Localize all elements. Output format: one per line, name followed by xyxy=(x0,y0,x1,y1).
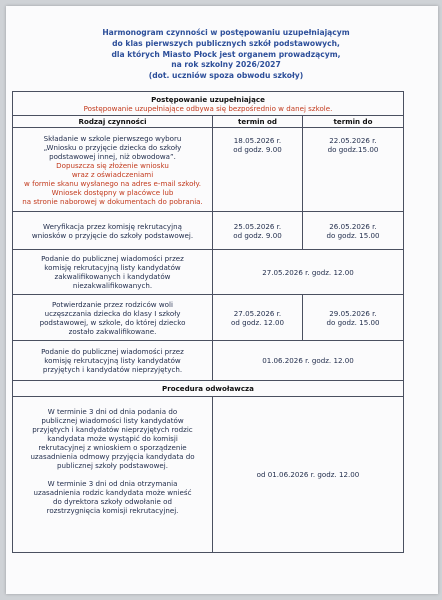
section-header-row xyxy=(13,92,404,116)
heading-line: na rok szkolny 2026/2027 xyxy=(171,60,281,70)
appeal-line: publicznej szkoły podstawowej. xyxy=(57,461,168,470)
to-cell xyxy=(303,128,404,212)
activity-line: zakwalifikowanych i kandydatów xyxy=(54,272,171,281)
appeal-line: W terminie 3 dni od dnia otrzymania xyxy=(47,479,178,488)
to-cell xyxy=(303,295,404,341)
appeal-line: uzasadnienia odmowy przyjęcia kandydata do xyxy=(30,452,195,461)
to-date: 22.05.2026 r. xyxy=(329,136,377,145)
activity-cell xyxy=(13,128,213,212)
activity-line: Podanie do publicznej wiadomości przez xyxy=(41,254,184,263)
from-time: od godz. 12.00 xyxy=(231,317,284,327)
from-time: od godz. 9.00 xyxy=(233,145,282,154)
activity-line: przyjętych i kandydatów nieprzyjętych. xyxy=(42,365,183,374)
activity-line: Weryfikacja przez komisję rekrutacyjną xyxy=(43,221,182,231)
activity-line: niezakwalifikowanych. xyxy=(72,281,153,290)
schedule-table xyxy=(12,91,404,553)
column-header-row xyxy=(13,116,404,128)
appeal-date-cell: od 01.06.2026 r. godz. 12.00 xyxy=(213,397,404,553)
table-row xyxy=(13,295,404,341)
from-date: 25.05.2026 r. xyxy=(233,221,282,231)
activity-cell xyxy=(13,341,213,381)
activity-note-line: Wniosek dostępny w placówce lub xyxy=(51,187,174,197)
appeal-line: przyjętych i kandydatów nieprzyjętych rodzic xyxy=(32,425,193,434)
appeal-line: rekrutacyjnej z wnioskiem o sporządzenie xyxy=(38,443,187,452)
table-row xyxy=(13,212,404,250)
activity-cell xyxy=(13,250,213,295)
appeal-line: kandydata może wystąpić do komisji xyxy=(47,434,178,443)
appeal-line: publicznej wiadomości listy kandydatów xyxy=(41,416,184,425)
section-title: Postępowanie uzupełniające xyxy=(151,94,265,104)
to-cell xyxy=(303,212,404,250)
date-cell: 01.06.2026 r. godz. 12.00 xyxy=(213,341,404,381)
from-date: 27.05.2026 r. xyxy=(233,308,282,318)
heading-line: do klas pierwszych publicznych szkół podstawowych, xyxy=(112,38,340,48)
to-time: do godz.15.00 xyxy=(327,145,379,154)
activity-line: komisję rekrutacyjną listy kandydatów xyxy=(44,263,181,272)
section-header-row xyxy=(13,381,404,397)
section-header-cell xyxy=(13,381,404,397)
from-cell xyxy=(213,128,303,212)
heading-line: Harmonogram czynności w postępowaniu uzupełniającym xyxy=(102,28,350,37)
to-time: do godz. 15.00 xyxy=(326,230,380,240)
appeal-line: rozstrzygnięcia komisji rekrutacyjnej. xyxy=(46,506,179,515)
activity-line: wniosków o przyjęcie do szkoły podstawowej. xyxy=(31,230,194,240)
column-header-activity: Rodzaj czynności xyxy=(13,116,213,128)
table-row xyxy=(13,397,404,553)
activity-line: zostało zakwalifikowane. xyxy=(68,326,157,336)
activity-cell xyxy=(13,295,213,341)
document-heading xyxy=(26,28,426,82)
from-cell xyxy=(213,212,303,250)
activity-line: uczęszczania dziecka do klasy I szkoły xyxy=(44,308,181,318)
to-date: 29.05.2026 r. xyxy=(329,308,377,318)
appeal-line: uzasadnienia rodzic kandydata może wnieść xyxy=(33,488,192,497)
date-cell: 27.05.2026 r. godz. 12.00 xyxy=(213,250,404,295)
activity-line: Potwierdzanie przez rodziców woli xyxy=(52,299,173,309)
appeal-text-cell xyxy=(13,397,213,553)
table-row xyxy=(13,341,404,381)
paragraph-spacer xyxy=(16,470,209,479)
activity-note-line: wraz z oświadczeniami xyxy=(71,169,154,179)
activity-line: Podanie do publicznej wiadomości przez xyxy=(41,347,184,356)
table-row xyxy=(13,128,404,212)
section-header-cell xyxy=(13,92,404,116)
to-time: do godz. 15.00 xyxy=(326,317,380,327)
appeal-line: W terminie 3 dni od dnia podania do xyxy=(47,407,178,416)
section-note: Postępowanie uzupełniające odbywa się bezpośrednio w danej szkole. xyxy=(83,103,333,113)
activity-line: podstawowej, w szkole, do której dziecko xyxy=(39,317,186,327)
from-date: 18.05.2026 r. xyxy=(233,136,282,145)
document-page xyxy=(6,6,438,594)
from-cell xyxy=(213,295,303,341)
appeal-line: do dyrektora szkoły odwołanie od xyxy=(52,497,173,506)
activity-line: podstawowej innej, niż obwodowa”. xyxy=(49,151,176,161)
to-date: 26.05.2026 r. xyxy=(329,221,377,231)
activity-line: „Wniosku o przyjęcie dziecka do szkoły xyxy=(43,142,182,152)
heading-line: (dot. uczniów spoza obwodu szkoły) xyxy=(148,71,304,81)
activity-line: komisję rekrutacyjną listy kandydatów xyxy=(44,356,181,365)
column-header-from: termin od xyxy=(213,116,303,128)
activity-note-line: Dopuszcza się złożenie wniosku xyxy=(56,160,169,170)
column-header-to: termin do xyxy=(303,116,404,128)
activity-note-line: na stronie naborowej w dokumentach do pobrania. xyxy=(22,196,203,206)
section-title: Procedura odwoławcza xyxy=(162,384,254,393)
heading-line: dla których Miasto Płock jest organem prowadzącym, xyxy=(111,49,341,59)
activity-line: Składanie w szkole pierwszego wyboru xyxy=(43,133,182,143)
activity-cell xyxy=(13,212,213,250)
activity-note-line: w formie skanu wysłanego na adres e-mail szkoły. xyxy=(24,178,201,188)
from-time: od godz. 9.00 xyxy=(233,230,282,240)
table-row xyxy=(13,250,404,295)
